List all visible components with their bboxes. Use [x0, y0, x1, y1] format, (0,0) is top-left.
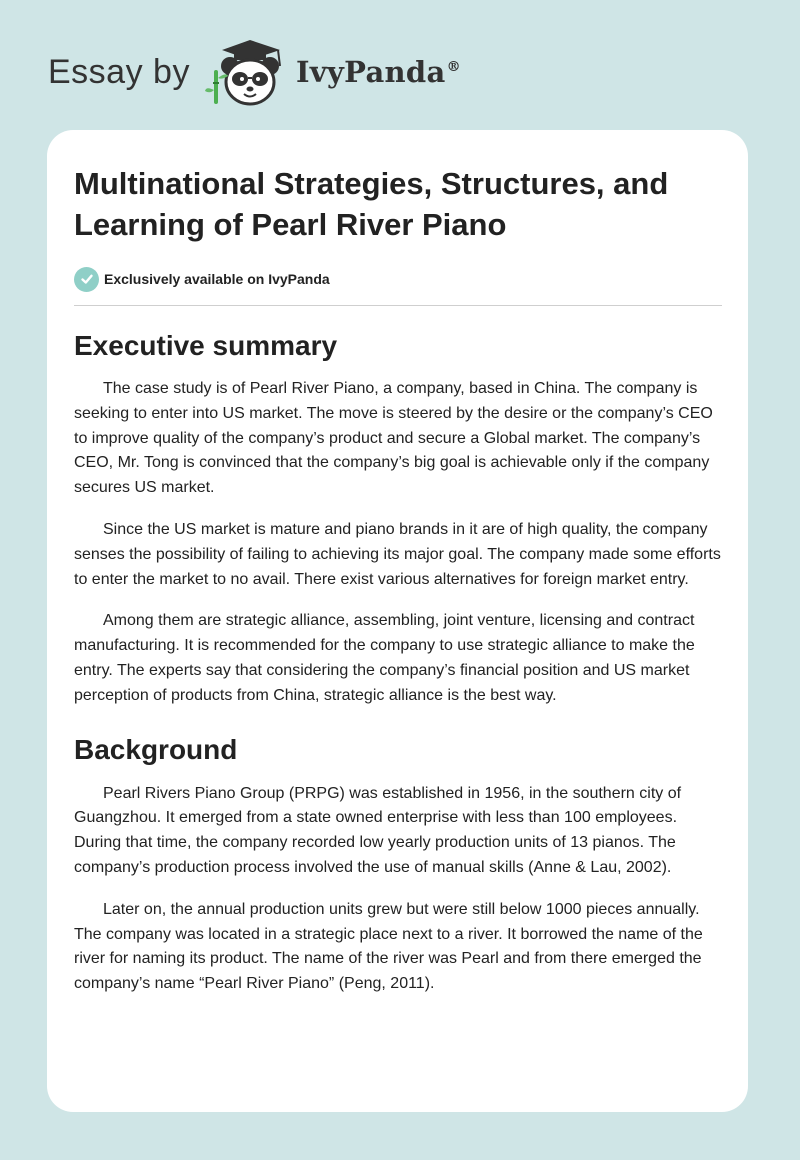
brand-name[interactable]: IvyPanda®: [295, 55, 461, 89]
paragraph: Among them are strategic alliance, assembling, joint venture, licensing and contract manufacturing. It is recommended for the company to use strategic alliance to make the entry. The experts say that considering the company’s financial position and US market perception of products from China, strategic alliance is the best way.: [74, 612, 695, 704]
site-header: [48, 36, 461, 108]
essay-title: Multinational Strategies, Structures, and Learning of Pearl River Piano: [74, 166, 669, 242]
section-heading-executive-summary: Executive summary: [74, 330, 338, 361]
paragraph: Since the US market is mature and piano brands in it are of high quality, the company senses the possibility of failing to achieving its major goal. The company made some efforts to enter the market to no avail. There exist various alternatives for foreign market entry.: [74, 520, 721, 588]
registered-mark: ®: [446, 59, 461, 76]
essay-card: [47, 130, 748, 1112]
paragraph: Pearl Rivers Piano Group (PRPG) was established in 1956, in the southern city of Guangzhou. It emerged from a state owned enterprise with less than 100 employees. During that time, the company recorded low yearly production units of 13 pianos. The company’s production process involved the use of manual skills (Anne & Lau, 2002).: [74, 784, 682, 876]
essay-by-label: Essay by: [48, 52, 190, 91]
section-heading-background: Background: [74, 733, 238, 765]
exclusive-label: Exclusively available on IvyPanda: [104, 271, 330, 287]
panda-logo-icon[interactable]: [204, 36, 292, 108]
check-icon: [74, 267, 99, 292]
divider: [74, 305, 722, 306]
exclusive-badge: [74, 266, 722, 292]
paragraph: Later on, the annual production units grew but were still below 1000 pieces annually. The company was located in a strategic place next to a river. It borrowed the name of the river for naming its product. The name of the river was Pearl and from there emerged the company’s name “Pearl River Piano” (Peng, 2011).: [74, 900, 703, 993]
paragraph: The case study is of Pearl River Piano, a company, based in China. The company is seeking to enter into US market. The move is steered by the desire or the company’s CEO to improve quality of the company’s product and secure a Global market. The company’s CEO, Mr. Tong is convinced that the company’s big goal is achievable only if the company secures US market.: [74, 380, 713, 497]
